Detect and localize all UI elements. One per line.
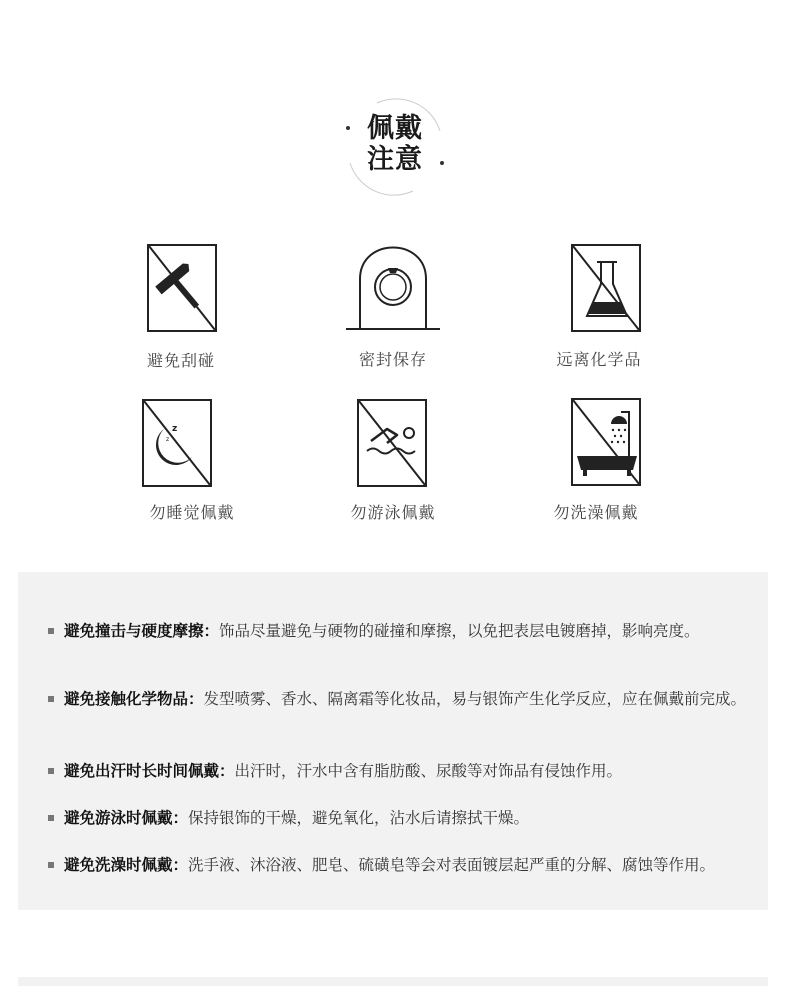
sealed-bag-icon [346,243,440,333]
bullet-square-icon [48,815,54,821]
note-item [48,618,754,644]
icon-label: 勿睡觉佩戴 [149,503,235,522]
care-notes-panel [18,572,768,910]
icon-label: 勿洗澡佩戴 [553,503,639,522]
icon-label: 远离化学品 [556,350,642,369]
note-title: 避免游泳时佩戴： [64,809,189,827]
page-title-line2: 注意 [367,144,423,175]
bullet-square-icon [48,862,54,868]
note-title: 避免出汗时长时间佩戴： [64,762,235,780]
note-text: 发型喷雾、香水、隔离霜等化妆品，易与银饰产生化学反应，应在佩戴前完成。 [203,690,747,708]
note-text: 保持银饰的干燥，避免氧化，沾水后请擦拭干燥。 [188,809,530,827]
hammer-prohibited-icon [147,244,219,334]
bullet-square-icon [48,768,54,774]
note-title: 避免洗澡时佩戴： [64,856,189,874]
note-item [48,805,754,831]
bullet-square-icon [48,628,54,634]
note-item [48,686,754,712]
icon-label: 勿游泳佩戴 [350,503,436,522]
sleep-moon-prohibited-icon [142,399,214,489]
note-text: 出汗时，汗水中含有脂肪酸、尿酸等对饰品有侵蚀作用。 [234,762,623,780]
svg-text:z: z [172,424,178,434]
title-badge [345,97,445,197]
note-title: 避免撞击与硬度摩擦： [64,622,220,640]
bullet-square-icon [48,696,54,702]
note-title: 避免接触化学物品： [64,690,204,708]
bathtub-shower-prohibited-icon [571,398,643,488]
bottom-divider-strip [18,977,768,986]
note-text: 洗手液、沐浴液、肥皂、硫磺皂等会对表面镀层起严重的分解、腐蚀等作用。 [188,856,716,874]
page-title-line1: 佩戴 [367,113,423,144]
flask-prohibited-icon [571,244,643,334]
note-text: 饰品尽量避免与硬物的碰撞和摩擦，以免把表层电镀磨掉，影响亮度。 [219,622,700,640]
svg-text:z: z [166,436,170,443]
icon-label: 密封保存 [358,350,427,369]
icon-label: 避免刮碰 [146,351,215,370]
note-item [48,852,754,878]
note-item [48,758,754,784]
swimmer-prohibited-icon [357,399,429,489]
